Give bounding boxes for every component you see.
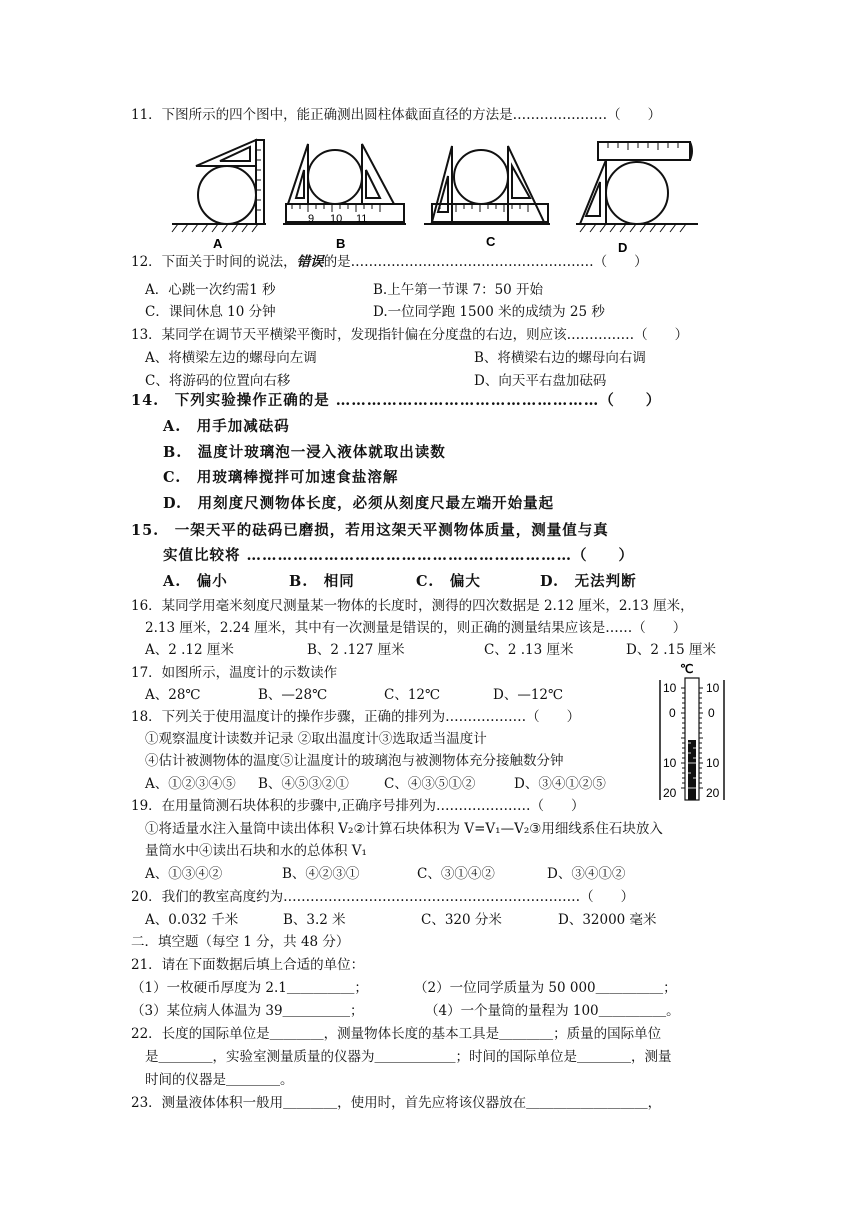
figure-label-a: A [213,236,223,251]
q15-option-b: B. 相同 [289,573,355,590]
q13-stem: 13．某同学在调节天平横梁平衡时，发现指针偏在分度盘的右边，则应该……………（ ） [131,327,689,343]
q13-option-c: C、将游码的位置向右移 [145,373,291,389]
q18-stem: 18．下列关于使用温度计的操作步骤，正确的排列为………………（ ） [131,709,581,725]
thermo-right-tick: 0 [708,706,715,720]
q21-part-4: （4）一个量筒的量程为 100＿＿＿＿＿。 [425,1003,680,1019]
q18-option-a: A、①②③④⑤ [145,776,236,792]
q15-stem-2: 实值比较将 ………………………………………………………（ ） [163,547,635,564]
q18-option-d: D、③④①②⑤ [514,776,606,792]
q21-stem: 21．请在下面数据后填上合适的单位： [131,957,365,973]
figure-label-d: D [618,240,628,254]
q22-line-1: 22．长度的国际单位是＿＿＿＿，测量物体长度的基本工具是＿＿＿＿；质量的国际单位 [131,1026,662,1042]
thermometer-figure [654,660,730,806]
q22-line-2: 是＿＿＿＿，实验室测量质量的仪器为＿＿＿＿＿＿；时间的国际单位是＿＿＿＿，测量 [145,1049,672,1065]
thermo-right-tick: 20 [706,786,720,800]
thermo-right-tick: 10 [706,756,720,770]
q18-option-b: B、④⑤③②① [258,776,349,792]
q15-option-a: A. 偏小 [163,573,228,590]
q13-option-a: A、将横梁左边的螺母向左调 [145,350,317,366]
q19-line-1: ①将适量水注入量筒中读出体积 V₂②计算石块体积为 V=V₁—V₂③用细线系住石块放入 [145,821,663,837]
q12-option-b: B.上午第一节课 7：50 开始 [373,282,544,298]
ruler-b-label: 11 [356,213,368,225]
q17-stem: 17．如图所示，温度计的示数读作 [131,665,338,681]
q11-figure [168,132,708,254]
q20-option-d: D、32000 毫米 [558,912,657,928]
q16-option-a: A、2 .12 厘米 [145,642,234,658]
q12-stem [131,253,648,271]
q16-option-c: C、2 .13 厘米 [484,642,574,658]
q19-line-2: 量筒水中④读出石块和水的总体积 V₁ [145,843,367,859]
q16-stem-2: 2.13 厘米，2.24 厘米，其中有一次测量是错误的，则正确的测量结果应该是……（ ） [145,620,687,636]
q19-option-d: D、③④①② [547,866,626,882]
q17-option-c: C、12℃ [384,687,441,703]
q19-option-c: C、③①④② [417,866,495,882]
q13-option-d: D、向天平右盘加砝码 [474,373,607,389]
q17-option-a: A、28℃ [145,687,201,703]
q12-stem-a: 12．下面关于时间的说法， [131,254,297,270]
q13-option-b: B、将横梁右边的螺母向右调 [474,350,646,366]
ruler-b-label: 10 [330,213,343,225]
q23-line-1: 23．测量液体体积一般用＿＿＿＿，使用时，首先应将该仪器放在＿＿＿＿＿＿＿＿＿， [131,1095,662,1111]
thermo-left-tick: 20 [663,786,677,800]
figure-label-b: B [336,236,346,251]
q18-line-2: ④估计被测物体的温度⑤让温度计的玻璃泡与被测物体充分接触数分钟 [145,753,564,769]
q12-stem-b: 的是………………………………………………（ ） [323,254,648,270]
q12-option-c: C．课间休息 10 分钟 [145,304,276,320]
q14-option-a: A. 用手加减砝码 [163,418,290,435]
figure-label-c: C [486,234,496,249]
q16-stem-1: 16．某同学用毫米刻度尺测量某一物体的长度时，测得的四次数据是 2.12 厘米，2.13 厘米， [131,598,694,614]
q17-option-b: B、—28℃ [258,687,328,703]
q21-part-3: （3）某位病人体温为 39＿＿＿＿＿； [131,1003,364,1019]
q14-option-d: D. 用刻度尺测物体长度，必须从刻度尺最左端开始量起 [163,495,555,512]
q15-stem-1: 15. 一架天平的砝码已磨损，若用这架天平测物体质量，测量值与真 [131,522,609,539]
thermometer-unit: ℃ [680,662,694,676]
q12-option-a: A．心跳一次约需1 秒 [145,282,276,298]
thermo-left-tick: 0 [669,706,676,720]
q19-option-a: A、①③④② [145,866,223,882]
ruler-b-label: 9 [308,213,315,225]
thermo-left-tick: 10 [663,681,677,695]
q21-part-1: （1）一枚硬币厚度为 2.1＿＿＿＿＿； [131,980,368,996]
q14-stem: 14. 下列实验操作正确的是 ……………………………………………（ ） [131,392,662,409]
thermo-right-tick: 10 [706,681,720,695]
q12-option-d: D.一位同学跑 1500 米的成绩为 25 秒 [373,304,605,320]
q15-option-d: D. 无法判断 [540,573,637,590]
q17-option-d: D、—12℃ [493,687,564,703]
q19-option-b: B、④②③① [282,866,360,882]
q18-line-1: ①观察温度计读数并记录 ②取出温度计③选取适当温度计 [145,731,487,747]
q22-line-3: 时间的仪器是＿＿＿＿。 [145,1072,294,1088]
q14-option-b: B. 温度计玻璃泡一浸入液体就取出读数 [163,444,446,461]
q15-option-c: C. 偏大 [416,573,481,590]
q18-option-c: C、④③⑤①② [384,776,476,792]
q19-stem: 19．在用量筒测石块体积的步骤中,正确序号排列为…………………（ ） [131,798,585,814]
q20-stem: 20．我们的教室高度约为…………………………………………………………（ ） [131,889,635,905]
section-title: 二．填空题（每空 1 分，共 48 分） [131,934,350,950]
thermo-left-tick: 10 [663,756,677,770]
q12-emphasis: 错误 [296,254,324,270]
q16-option-b: B、2 .127 厘米 [307,642,405,658]
q20-option-b: B、3.2 米 [283,912,346,928]
q14-option-c: C. 用玻璃棒搅拌可加速食盐溶解 [163,469,399,486]
q20-option-a: A、0.032 千米 [145,912,239,928]
q11-stem: 11．下图所示的四个图中，能正确测出圆柱体截面直径的方法是…………………（ ） [131,107,662,123]
q21-part-2: （2）一位同学质量为 50 000＿＿＿＿＿； [414,980,677,996]
q20-option-c: C、320 分米 [421,912,502,928]
q16-option-d: D、2 .15 厘米 [626,642,716,658]
